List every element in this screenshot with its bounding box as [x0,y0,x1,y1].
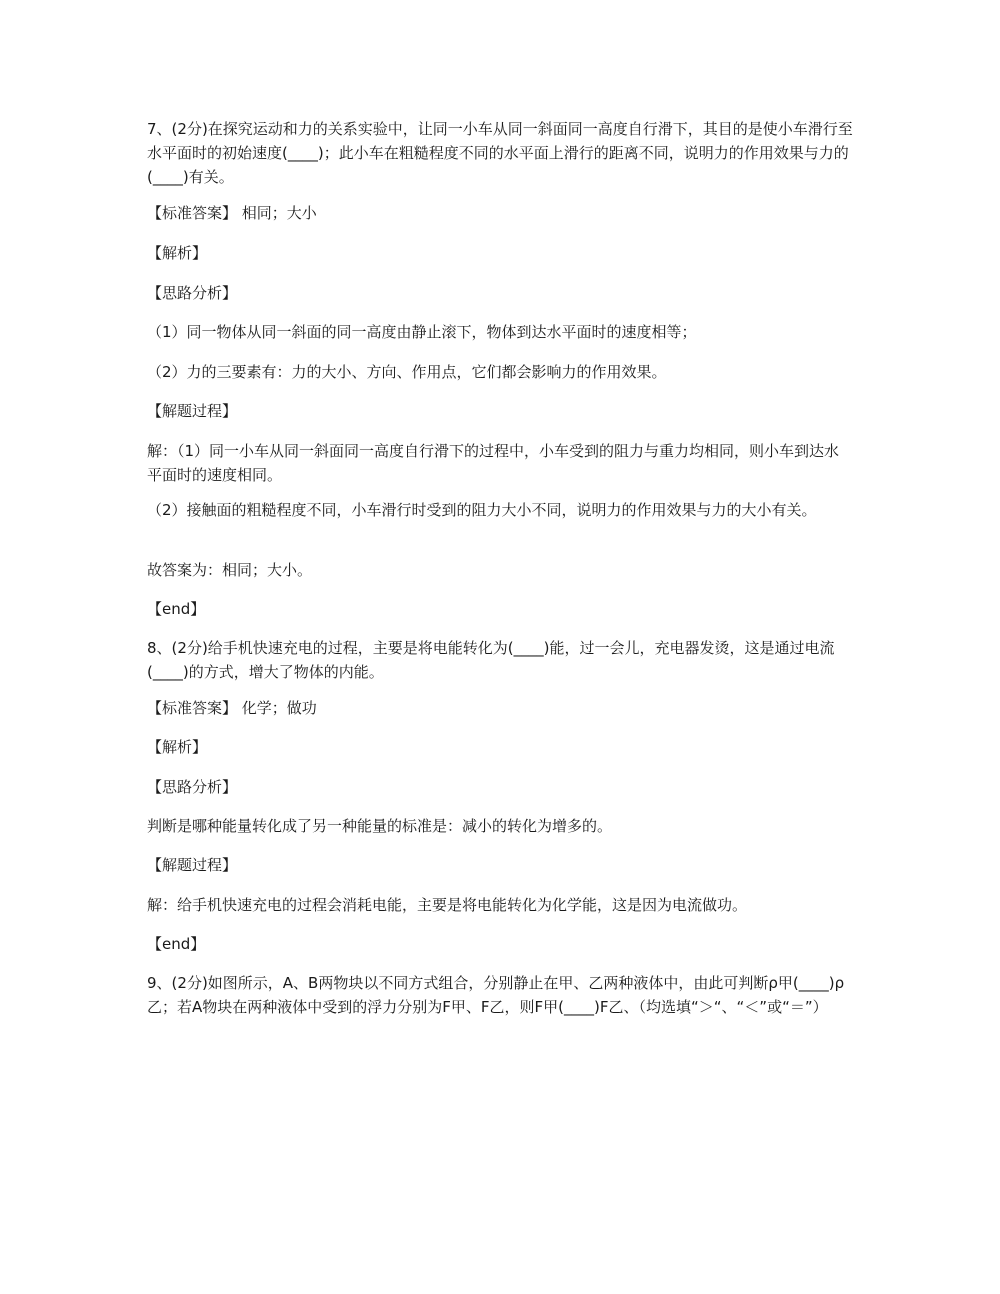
q8-process-1: 解：给手机快速充电的过程会消耗电能，主要是将电能转化为化学能，这是因为电流做功。 [147,896,748,914]
q7-thinking-1: （1）同一物体从同一斜面的同一高度由静止滚下，物体到达水平面时的速度相等； [147,323,697,341]
q7-analysis-heading: 【解析】 [147,244,208,262]
q7-process-2: （2）接触面的粗糙程度不同，小车滑行时受到的阻力大小不同，说明力的作用效果与力的大小有关。 [147,501,817,519]
q7-answer: 【标准答案】 相同；大小 [147,204,317,222]
q7-stem: 7、(2分)在探究运动和力的关系实验中，让同一小车从同一斜面同一高度自行滑下，其目的是使小车滑行至水平面时的初始速度(____)；此小车在粗糙程度不同的水平面上滑行的距离不同，说明力的作用效果与力的(____)有关。 [147,120,853,186]
q9-stem: 9、(2分)如图所示，A、B两物块以不同方式组合，分别静止在甲、乙两种液体中，由此可判断ρ甲(____)ρ乙；若A物块在两种液体中受到的浮力分别为F甲、F乙，则F甲(____)F乙、（均选填“＞“、“＜”或“＝”） [147,974,845,1016]
q8-end: 【end】 [147,935,206,953]
q7-thinking-2: （2）力的三要素有：力的大小、方向、作用点，它们都会影响力的作用效果。 [147,363,667,381]
q8-process-heading: 【解题过程】 [147,856,238,874]
q8-thinking-heading: 【思路分析】 [147,778,238,796]
q7-process-heading: 【解题过程】 [147,402,238,420]
q7-end: 【end】 [147,600,206,618]
q7-conclusion: 故答案为：相同；大小。 [147,561,313,579]
q8-analysis-heading: 【解析】 [147,738,208,756]
q7-process-1: 解：（1）同一小车从同一斜面同一高度自行滑下的过程中，小车受到的阻力与重力均相同，则小车到达水平面时的速度相同。 [147,442,840,484]
q8-answer: 【标准答案】 化学；做功 [147,699,317,717]
q8-thinking-1: 判断是哪种能量转化成了另一种能量的标准是：减小的转化为增多的。 [147,817,613,835]
q7-thinking-heading: 【思路分析】 [147,284,238,302]
q8-stem: 8、(2分)给手机快速充电的过程，主要是将电能转化为(____)能，过一会儿，充电器发烫，这是通过电流(____)的方式，增大了物体的内能。 [147,639,835,681]
